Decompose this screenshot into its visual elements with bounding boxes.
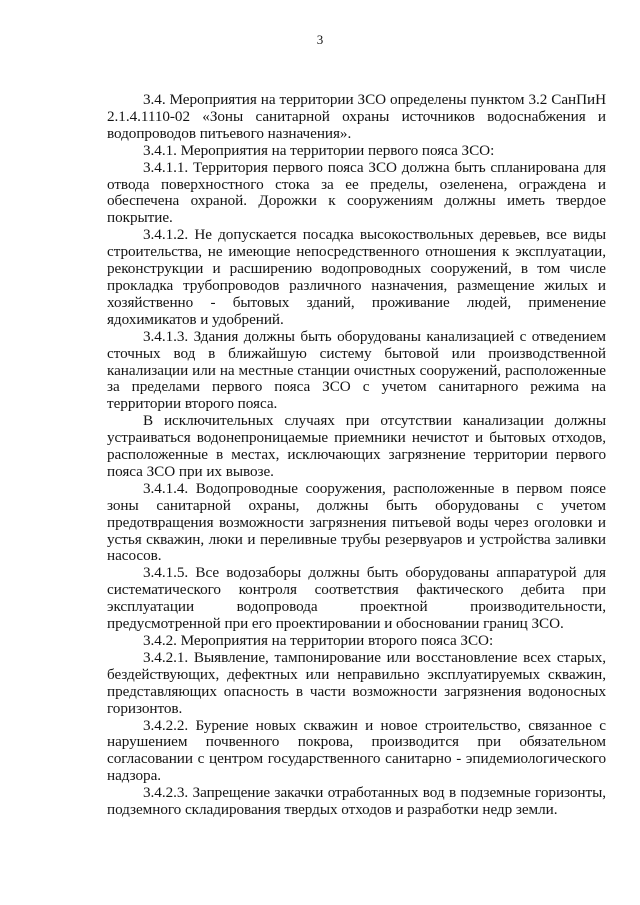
paragraph-3-4-2-2: 3.4.2.2. Бурение новых скважин и новое строительство, связанное с нарушением почвенного покрова, производится при обязательном согласовании с центром государственного санитарно - эпидемиологического надзора. [107,716,606,785]
document-body [107,92,606,819]
paragraph-3-4-1-3: 3.4.1.3. Здания должны быть оборудованы канализацией с отведением сточных вод в ближайшую систему бытовой или производственной канализации или на местные станции очистных сооружений, расположенные за пределами первого пояса ЗСО с учетом санитарного режима на территории второго пояса. [107,327,606,413]
paragraph-3-4-2-1: 3.4.2.1. Выявление, тампонирование или восстановление всех старых, бездействующих, дефектных или неправильно эксплуатируемых скважин, представляющих опасность в части возможности загрязнения водоносных горизонтов. [107,648,606,717]
paragraph-3-4-2: 3.4.2. Мероприятия на территории второго пояса ЗСО: [143,632,494,649]
paragraph-3-4-1-4: 3.4.1.4. Водопроводные сооружения, расположенные в первом поясе зоны санитарной охраны, должны быть оборудованы с учетом предотвращения возможности загрязнения питьевой воды через оголовки и устья скважин, люки и переливные трубы резервуаров и устройства заливки насосов. [107,479,606,565]
paragraph-3-4-1: 3.4.1. Мероприятия на территории первого пояса ЗСО: [143,141,495,159]
paragraph-3-4-1-1: 3.4.1.1. Территория первого пояса ЗСО должна быть спланирована для отвода поверхностного стока за ее пределы, озеленена, ограждена и обеспечена охраной. Дорожки к сооружениям должны иметь твердое покрытие. [107,158,606,227]
page-number: 3 [316,32,324,47]
paragraph-3-4-2-3: 3.4.2.3. Запрещение закачки отработанных вод в подземные горизонты, подземного складирования твердых отходов и разработки недр земли. [107,784,606,819]
paragraph-3-4: 3.4. Мероприятия на территории ЗСО определены пунктом 3.2 СанПиН 2.1.4.1110-02 «Зоны санитарной охраны источников водоснабжения и водопроводов питьевого назначения». [107,91,606,142]
paragraph-exceptional-cases: В исключительных случаях при отсутствии канализации должны устраиваться водонепроницаемые приемники нечистот и бытовых отходов, расположенные в местах, исключающих загрязнение территории первого пояса ЗСО при их вывозе. [107,412,606,480]
paragraph-3-4-1-5: 3.4.1.5. Все водозаборы должны быть оборудованы аппаратурой для систематического контроля соответствия фактического дебита при эксплуатации водопровода проектной производительности, предусмотренной при его проектировании и обосновании границ ЗСО. [107,564,606,633]
paragraph-3-4-1-2: 3.4.1.2. Не допускается посадка высокоствольных деревьев, все виды строительства, не имеющие непосредственного отношения к эксплуатации, реконструкции и расширению водопроводных сооружений, в том числе прокладка трубопроводов различного назначения, размещение жилых и хозяйственно - бытовых зданий, проживание людей, применение ядохимикатов и удобрений. [107,226,606,328]
